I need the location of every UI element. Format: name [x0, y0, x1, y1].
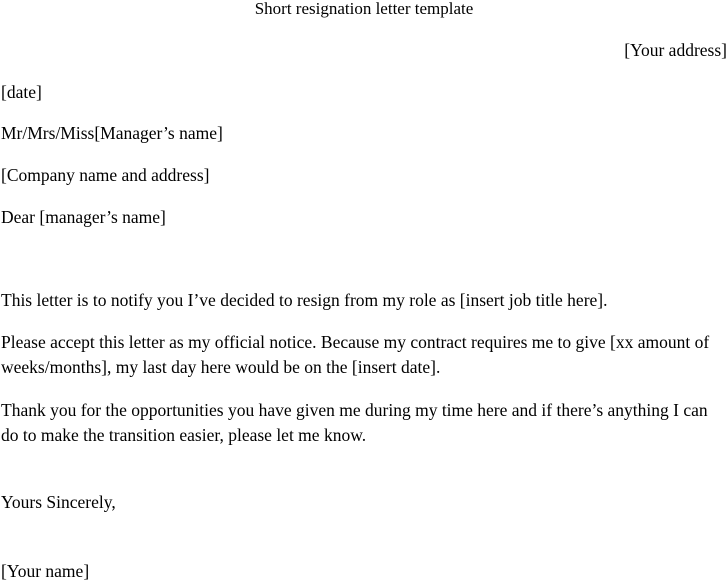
page-title: Short resignation letter template — [254, 0, 474, 18]
salutation: Dear [manager’s name] — [1, 207, 166, 227]
paragraph-notice: Please accept this letter as my official notice. Because my contract requires me to give [xx amount of weeks/months], my last day here would be on the [insert date]. — [1, 332, 710, 377]
sender-address: [Your address] — [624, 40, 727, 60]
closing: Yours Sincerely, — [1, 492, 116, 512]
recipient-name: Mr/Mrs/Miss[Manager’s name] — [1, 123, 223, 143]
signature: [Your name] — [1, 561, 90, 581]
paragraph-notification: This letter is to notify you I’ve decided to resign from my role as [insert job title here]. — [1, 290, 608, 310]
letter-date: [date] — [1, 82, 42, 102]
paragraph-thanks: Thank you for the opportunities you have given me during my time here and if there’s anything I can do to make the transition easier, please let me know. — [1, 400, 708, 445]
company-name-address: [Company name and address] — [1, 165, 210, 185]
